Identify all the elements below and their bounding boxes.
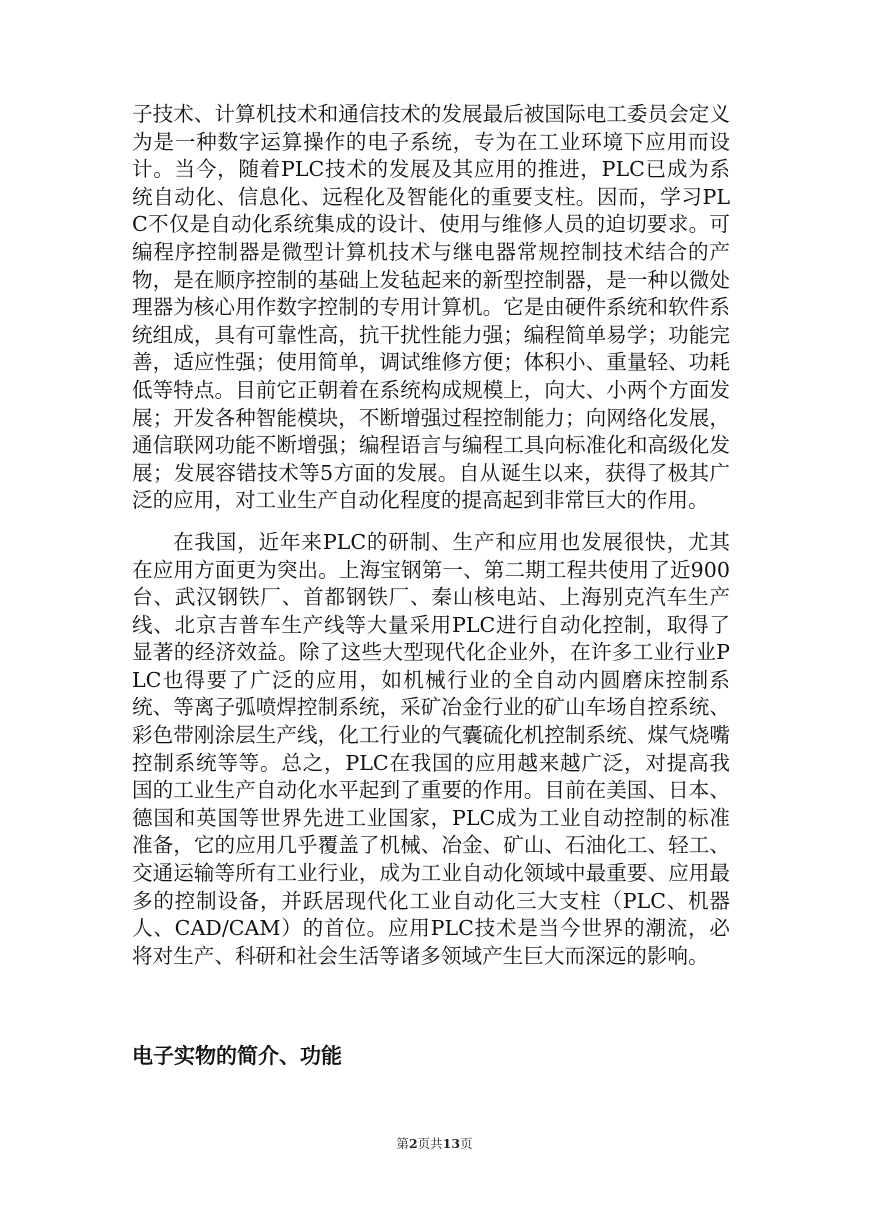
- footer-middle: 页共: [417, 1136, 443, 1151]
- page-footer: [0, 1136, 869, 1152]
- footer-total-pages: 13: [442, 1136, 461, 1151]
- footer-current-page: 2: [408, 1136, 418, 1151]
- paragraph-1: 子技术、计算机技术和通信技术的发展最后被国际电工委员会定义为是一种数字运算操作的电子系统，专为在工业环境下应用而设计。当今，随着PLC技术的发展及其应用的推进，PLC已成为系统自动化、信息化、远程化及智能化的重要支柱。因而，学习PLC不仅是自动化系统集成的设计、使用与维修人员的迫切要求。可编程序控制器是微型计算机技术与继电器常规控制技术结合的产物，是在顺序控制的基础上发毡起来的新型控制器，是一种以微处理器为核心用作数字控制的专用计算机。它是由硬件系统和软件系统组成，具有可靠性高，抗干扰性能力强；编程简单易学；功能完善，适应性强；使用简单，调试维修方便；体积小、重量轻、功耗低等特点。目前它正朝着在系统构成规模上，向大、小两个方面发展；开发各种智能模块，不断增强过程控制能力；向网络化发展，通信联网功能不断增强；编程语言与编程工具向标准化和高级化发展；发展容错技术等5方面的发展。自从诞生以来，获得了极其广泛的应用，对工业生产自动化程度的提高起到非常巨大的作用。: [132, 102, 730, 513]
- paragraph-2: 在我国，近年来PLC的研制、生产和应用也发展很快，尤其在应用方面更为突出。上海宝钢第一、第二期工程共使用了近900台、武汉钢铁厂、首都钢铁厂、秦山核电站、上海别克汽车生产线、北京吉普车生产线等大量采用PLC进行自动化控制，取得了显著的经济效益。除了这些大型现代化企业外，在许多工业行业PLC也得要了广泛的应用，如机械行业的全自动内圆磨床控制系统、等离子弧喷焊控制系统，采矿冶金行业的矿山车场自控系统、彩色带刚涂层生产线，化工行业的气囊硫化机控制系统、煤气烧嘴控制系统等等。总之，PLC在我国的应用越来越广泛，对提高我国的工业生产自动化水平起到了重要的作用。目前在美国、日本、德国和英国等世界先进工业国家，PLC成为工业自动控制的标准准备，它的应用几乎覆盖了机械、冶金、矿山、石油化工、轻工、交通运输等所有工业行业，成为工业自动化领域中最重要、应用最多的控制设备，并跃居现代化工业自动化三大支柱（PLC、机器人、CAD/CAM）的首位。应用PLC技术是当今世界的潮流，必将对生产、科研和社会生活等诸多领域产生巨大而深远的影响。: [132, 529, 730, 968]
- footer-prefix: 第: [396, 1136, 409, 1151]
- section-heading: 电子实物的简介、功能: [132, 1044, 342, 1068]
- body-text: [132, 101, 730, 970]
- footer-suffix: 页: [460, 1136, 473, 1151]
